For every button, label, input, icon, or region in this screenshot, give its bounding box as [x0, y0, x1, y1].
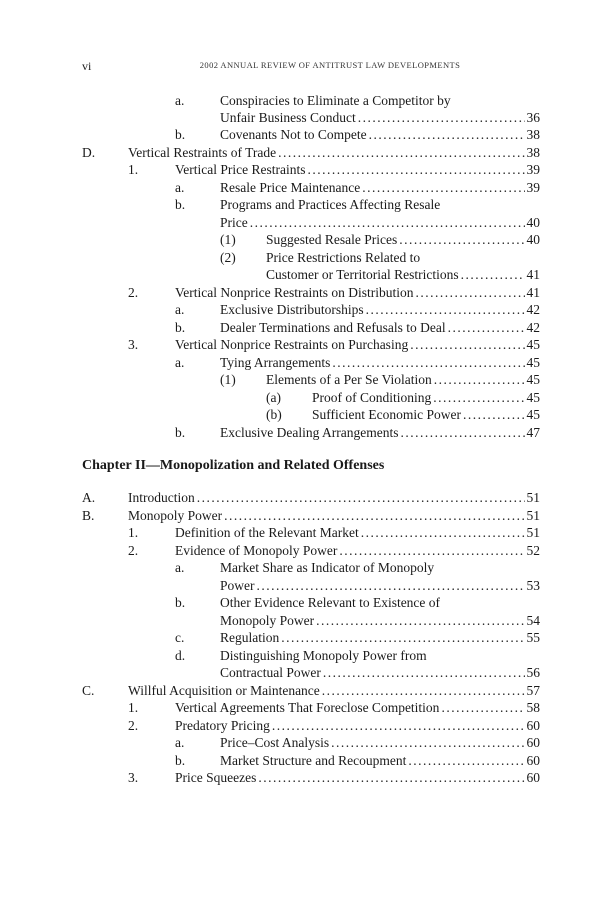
toc-entry	[220, 629, 540, 646]
toc-entry-text: Distinguishing Monopoly Power from	[220, 648, 427, 663]
toc-page-number: 45	[526, 337, 540, 352]
toc-entry	[220, 126, 540, 143]
toc-label: (1)	[220, 232, 236, 247]
toc-entry-text: Elements of a Per Se Violation	[266, 372, 432, 387]
toc-entry-text: Covenants Not to Compete	[220, 127, 367, 142]
toc-label: B.	[82, 508, 95, 523]
toc-entry-text: Conspiracies to Eliminate a Competitor by	[220, 93, 451, 108]
toc-entry	[220, 354, 540, 371]
toc-label: b.	[175, 320, 186, 335]
toc-entry-text: Price Squeezes	[175, 770, 257, 785]
toc-entry	[128, 144, 540, 161]
toc-entry-text: Exclusive Distributorships	[220, 302, 364, 317]
toc-entry	[220, 577, 540, 594]
toc-entry-text: Vertical Price Restraints	[175, 162, 306, 177]
toc-entry	[175, 717, 540, 734]
toc-label: a.	[175, 93, 185, 108]
toc-entry	[312, 389, 540, 406]
toc-entry-text: Proof of Conditioning	[312, 390, 432, 405]
toc-entry-text: Contractual Power	[220, 665, 321, 680]
toc-label: c.	[175, 630, 185, 645]
toc-label: (a)	[266, 390, 281, 405]
toc-entry-text: Monopoly Power	[128, 508, 223, 523]
toc-page-number: 47	[526, 425, 540, 440]
toc-entry	[220, 424, 540, 441]
toc-entry-text: Introduction	[128, 490, 195, 505]
toc-entry-text: Exclusive Dealing Arrangements	[220, 425, 399, 440]
toc-page-number: 39	[526, 180, 540, 195]
toc-entry	[220, 752, 540, 769]
toc-entry	[128, 682, 540, 699]
toc-page-number: 54	[526, 613, 540, 628]
toc-entry	[220, 647, 540, 664]
toc-page-number: 41	[526, 285, 540, 300]
toc-entry-text: Sufficient Economic Power	[312, 407, 461, 422]
toc-label: 1.	[128, 700, 139, 715]
toc-entry	[128, 489, 540, 506]
toc-label: b.	[175, 197, 186, 212]
toc-entry-text: Evidence of Monopoly Power	[175, 543, 338, 558]
toc-page-number: 38	[526, 145, 540, 160]
toc-entry-text: Monopoly Power	[220, 613, 315, 628]
toc-entry	[220, 109, 540, 126]
toc-entry	[220, 214, 540, 231]
toc-label: (b)	[266, 407, 282, 422]
toc-entry	[220, 594, 540, 611]
toc-page-number: 60	[526, 753, 540, 768]
toc-page-number: 56	[526, 665, 540, 680]
toc-page-number: 36	[526, 110, 540, 125]
toc-entry	[175, 524, 540, 541]
toc-page-number: 40	[526, 215, 540, 230]
toc-entry-text: Tying Arrangements	[220, 355, 331, 370]
toc-page-number: 39	[526, 162, 540, 177]
toc-entry	[175, 284, 540, 301]
toc-entry	[220, 734, 540, 751]
toc-entry-text: Unfair Business Conduct	[220, 110, 356, 125]
toc-entry-text: Vertical Nonprice Restraints on Purchasing	[175, 337, 409, 352]
toc-page-number: 45	[526, 355, 540, 370]
toc-label: 1.	[128, 162, 139, 177]
toc-label: 2.	[128, 543, 139, 558]
toc-entry-text: Regulation	[220, 630, 280, 645]
toc-page-number: 60	[526, 718, 540, 733]
toc-label: a.	[175, 355, 185, 370]
toc-label: 1.	[128, 525, 139, 540]
toc-page-number: 42	[526, 320, 540, 335]
toc-page-number: 40	[526, 232, 540, 247]
toc-page-number: 41	[526, 267, 540, 282]
toc-page-number: 55	[526, 630, 540, 645]
chapter-heading: Chapter II—Monopolization and Related Offenses	[82, 458, 385, 473]
toc-entry-text: Resale Price Maintenance	[220, 180, 361, 195]
toc-page-number: 51	[526, 508, 540, 523]
toc-entry	[266, 371, 540, 388]
toc-entry	[175, 161, 540, 178]
toc-entry	[128, 507, 540, 524]
toc-entry-text: Other Evidence Relevant to Existence of	[220, 595, 441, 610]
toc-label: (2)	[220, 250, 236, 265]
running-head: 2002 ANNUAL REVIEW OF ANTITRUST LAW DEVELOPMENTS	[199, 60, 461, 70]
toc-label: b.	[175, 425, 186, 440]
toc-entry	[220, 301, 540, 318]
toc-label: a.	[175, 180, 185, 195]
toc-label: a.	[175, 560, 185, 575]
toc-entry	[175, 542, 540, 559]
toc-entry-text: Market Structure and Recoupment	[220, 753, 407, 768]
toc-entry	[220, 664, 540, 681]
toc-label: d.	[175, 648, 186, 663]
toc-label: 3.	[128, 770, 139, 785]
toc-entry-text: Definition of the Relevant Market	[175, 525, 359, 540]
toc-label: a.	[175, 302, 185, 317]
toc-page-number: 53	[526, 578, 540, 593]
toc-entry	[266, 231, 540, 248]
toc-label: A.	[82, 490, 96, 505]
toc-page-number: 52	[526, 543, 540, 558]
toc-entry	[312, 406, 540, 423]
toc-page-number: 38	[526, 127, 540, 142]
toc-page-number: 60	[526, 735, 540, 750]
toc-label: 3.	[128, 337, 139, 352]
toc-entry	[220, 196, 540, 213]
toc-entry	[175, 769, 540, 786]
toc-label: b.	[175, 595, 186, 610]
toc-page-number: 42	[526, 302, 540, 317]
toc-entry-text: Vertical Agreements That Foreclose Competition	[175, 700, 440, 715]
toc-entry-text: Market Share as Indicator of Monopoly	[220, 560, 435, 575]
toc-page-number: 51	[526, 525, 540, 540]
toc-entry	[220, 612, 540, 629]
toc-page-number: 45	[526, 407, 540, 422]
toc-entry-text: Customer or Territorial Restrictions	[266, 267, 459, 282]
toc-label: C.	[82, 683, 95, 698]
toc-entry	[220, 319, 540, 336]
toc-entry-text: Suggested Resale Prices	[266, 232, 398, 247]
toc-entry	[175, 699, 540, 716]
toc-label: (1)	[220, 372, 236, 387]
toc-page-number: 51	[526, 490, 540, 505]
toc-page-number: 60	[526, 770, 540, 785]
toc-label: b.	[175, 127, 186, 142]
toc-entry-text: Price–Cost Analysis	[220, 735, 330, 750]
toc-entry	[266, 249, 540, 266]
toc-label: a.	[175, 735, 185, 750]
toc-entry-text: Price Restrictions Related to	[266, 250, 421, 265]
toc-label: D.	[82, 145, 96, 160]
toc-page-number: 45	[526, 372, 540, 387]
page-number: vi	[82, 59, 92, 73]
toc-entry-text: Programs and Practices Affecting Resale	[220, 197, 441, 212]
toc-label: 2.	[128, 285, 139, 300]
toc-page-number: 58	[526, 700, 540, 715]
toc-entry	[220, 559, 540, 576]
toc-entry-text: Power	[220, 578, 255, 593]
toc-entry-text: Vertical Restraints of Trade	[128, 145, 277, 160]
toc-entry-text: Vertical Nonprice Restraints on Distribution	[175, 285, 414, 300]
toc-page-number: 45	[526, 390, 540, 405]
toc-label: 2.	[128, 718, 139, 733]
toc-entry-text: Predatory Pricing	[175, 718, 270, 733]
toc-page-number: 57	[526, 683, 540, 698]
toc-entry	[220, 179, 540, 196]
toc-entry-text: Dealer Terminations and Refusals to Deal	[220, 320, 446, 335]
toc-entry	[175, 336, 540, 353]
toc-entry-text: Willful Acquisition or Maintenance	[128, 683, 320, 698]
toc-entry	[266, 266, 540, 283]
toc-entry-text: Price	[220, 215, 248, 230]
toc-entry	[220, 92, 540, 109]
toc-label: b.	[175, 753, 186, 768]
